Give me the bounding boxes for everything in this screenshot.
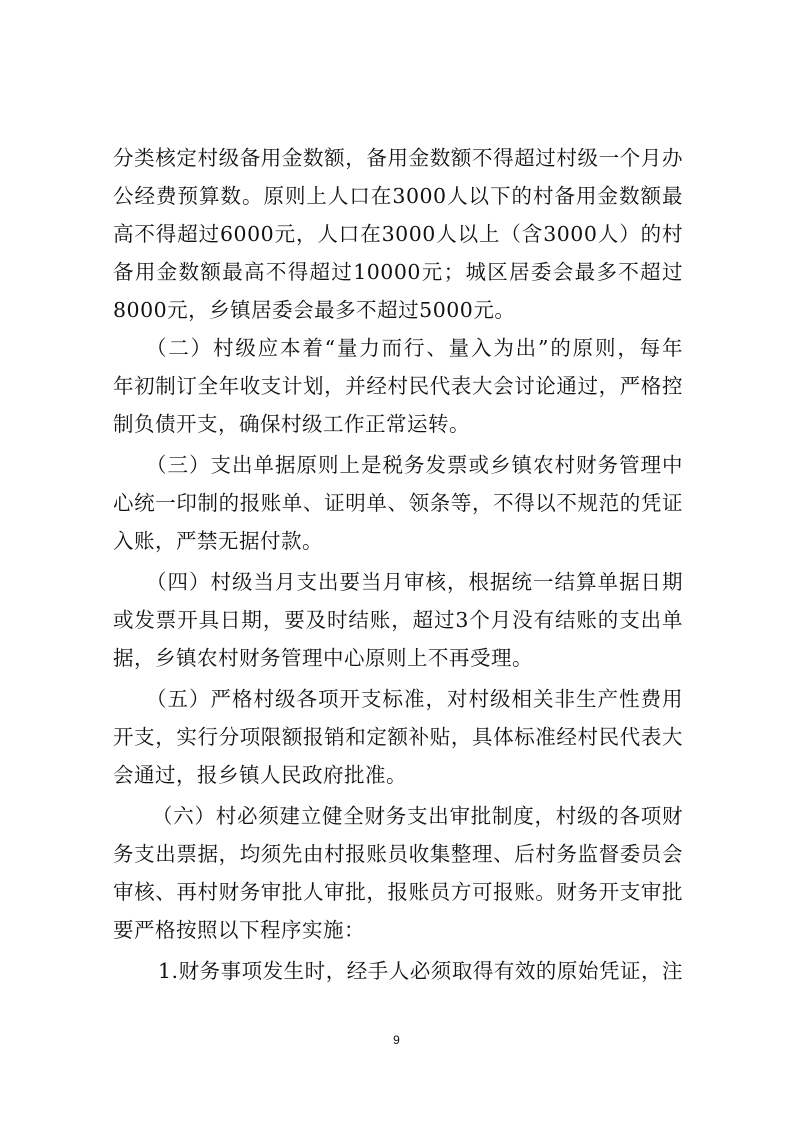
- paragraph-first-line: （五）严格村级各项开支标准，对村级相关非生产性费用: [146, 687, 683, 711]
- body-text-line: 或发票开具日期，要及时结账，超过3个月没有结账的支出单: [113, 608, 683, 632]
- body-text-line: 开支，实行分项限额报销和定额补贴，具体标准经村民代表大: [113, 725, 683, 749]
- page-number: 9: [393, 1033, 400, 1047]
- body-text-line: 高不得超过6000元，人口在3000人以上（含3000人）的村: [113, 222, 683, 246]
- body-text-line: 公经费预算数。原则上人口在3000人以下的村备用金数额最: [113, 184, 683, 208]
- body-text-line: 据，乡镇农村财务管理中心原则上不再受理。: [113, 646, 533, 670]
- body-text-line: 会通过，报乡镇人民政府批准。: [113, 763, 407, 787]
- body-text-line: 制负债开支，确保村级工作正常运转。: [113, 412, 470, 436]
- body-text-line: 备用金数额最高不得超过10000元；城区居委会最多不超过: [113, 260, 683, 284]
- paragraph-first-line: 1.财务事项发生时，经手人必须取得有效的原始凭证，注: [158, 959, 683, 983]
- body-text-line: 心统一印制的报账单、证明单、领条等，不得以不规范的凭证: [113, 491, 683, 515]
- paragraph-first-line: （三）支出单据原则上是税务发票或乡镇农村财务管理中: [146, 453, 683, 477]
- body-text-line: 8000元，乡镇居委会最多不超过5000元。: [113, 298, 516, 322]
- paragraph-first-line: （二）村级应本着“量力而行、量入为出”的原则，每年: [146, 336, 683, 360]
- paragraph-first-line: （六）村必须建立健全财务支出审批制度，村级的各项财: [152, 804, 683, 828]
- paragraph-first-line: （四）村级当月支出要当月审核，根据统一结算单据日期: [146, 570, 683, 594]
- body-text-line: 分类核定村级备用金数额，备用金数额不得超过村级一个月办: [113, 146, 683, 170]
- body-text-line: 务支出票据，均须先由村报账员收集整理、后村务监督委员会: [113, 842, 683, 866]
- body-text-line: 审核、再村财务审批人审批，报账员方可报账。财务开支审批: [113, 880, 683, 904]
- body-text-line: 年初制订全年收支计划，并经村民代表大会讨论通过，严格控: [113, 374, 683, 398]
- body-text-line: 入账，严禁无据付款。: [113, 529, 323, 553]
- body-text-line: 要严格按照以下程序实施：: [113, 918, 365, 942]
